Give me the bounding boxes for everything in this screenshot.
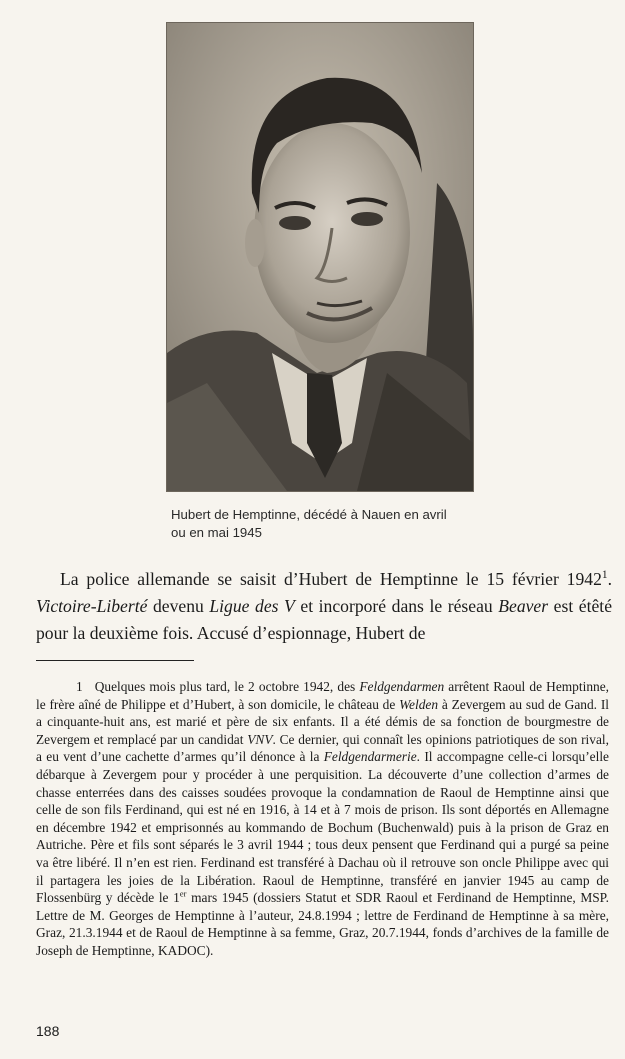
footnote-number: 1	[76, 679, 83, 694]
body-italic-1: Victoire-Liberté	[36, 596, 148, 616]
caption-line-2: ou en mai 1945	[171, 525, 262, 540]
footnote-italic-3: VNV	[247, 731, 273, 747]
portrait-photo	[166, 22, 474, 492]
footnote-reference[interactable]: 1	[601, 569, 608, 582]
footnote	[36, 678, 609, 960]
footnote-text-6: mars 1945 (dossiers Statut et SDR Raoul et Ferdinand de Hemptinne, MSP. Lettre de M. Georges de Hemptinne à l’auteur, 24.8.1994 ; lettre de Ferdinand de Hemptinne à sa mère, Graz, 21.3.1944 et de Raoul de Hemptinne à sa femme, Graz, 20.7.1944, fonds d’archives de la famille de Joseph de Hemptinne, KADOC).	[36, 890, 609, 958]
body-text-3: devenu	[147, 596, 210, 616]
footnote-text-5: . Il accompagne celle-ci lorsqu’elle débarque à Zevergem pour y procéder à une perquisition. La découverte d’une collection d’armes de chasse enterrées dans des caisses soudées provoque la condamnation de Raoul de Hemptinne ainsi que celle de son fils Ferdinand, qui est né en 1916, à 14 et à 7 mois de prison. Ils sont déportés en Allemagne en décembre 1942 et emprisonnés au kommando de Bochum (Buchenwald) puis à la prison de Graz en Autriche. Père et fils sont séparés le 3 avril 1944 ; tous deux pensent que Ferdinand qui a purgé sa peine va être libéré. Il n’en est rien. Ferdinand est transféré à Dachau où il retrouve son oncle Philippe avec qui il partagera les joies de la Libération. Raoul de Hemptinne, transféré en janvier 1945 au camp de Flossenbürg y décède le 1	[36, 749, 610, 906]
footnote-divider	[36, 660, 194, 661]
body-paragraph	[36, 566, 612, 647]
body-text-2: .	[607, 569, 612, 589]
body-text-5: est étêté pour la deuxième fois. Accusé d’espionnage, Hubert de	[36, 596, 612, 643]
footnote-text-4: . Ce dernier, qui connaît les opinions patriotiques de son rival, a eu vent d’une cachette d’armes qu’il dénonce à la	[36, 731, 609, 765]
caption-line-1: Hubert de Hemptinne, décédé à Nauen en avril	[171, 507, 447, 522]
footnote-superscript: er	[179, 888, 187, 899]
body-italic-2: Ligue des V	[209, 596, 295, 616]
footnote-text-2: arrêtent Raoul de Hemptinne, le frère aîné de Philippe et d’Hubert, à son domicile, le château de	[36, 679, 610, 712]
footnote-italic-2: Welden	[399, 696, 439, 712]
body-text-4: et incorporé dans le réseau	[294, 596, 499, 616]
footnote-text-1: Quelques mois plus tard, le 2 octobre 1942, des	[94, 679, 360, 694]
footnote-text-3: à Zevergem au sud de Gand. Il a cinquante-huit ans, est marié et père de six enfants. Il a été démis de sa fonction de bourgmestre de Zevergem et remplacé par un candidat	[36, 696, 610, 747]
footnote-italic-4: Feldgendarmerie	[323, 749, 417, 765]
page-number: 188	[36, 1023, 60, 1039]
photo-caption	[171, 506, 491, 542]
body-italic-3: Beaver	[498, 596, 549, 616]
body-text-1: La police allemande se saisit d’Hubert de Hemptinne le 15 février 1942	[60, 569, 602, 589]
footnote-italic-1: Feldgendarmen	[359, 679, 445, 694]
portrait-illustration	[167, 23, 473, 491]
